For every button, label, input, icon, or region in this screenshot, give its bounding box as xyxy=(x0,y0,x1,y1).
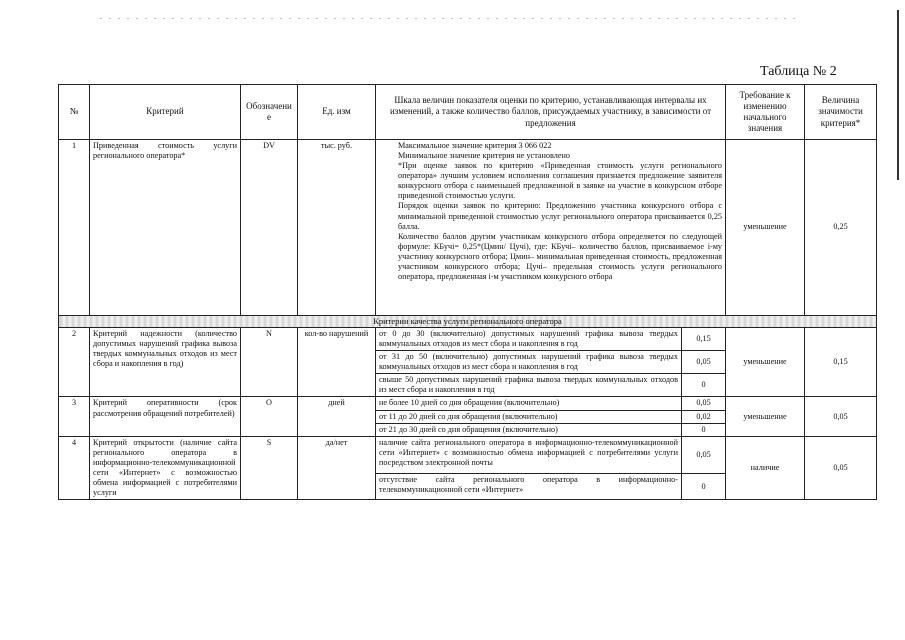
criteria-table xyxy=(58,84,877,500)
desc-line: Порядок оценки заявок по критерию: Предложению участника конкурсного отбора с минимальной приведенной стоимостью услуг регионального оператора присваивается 0,25 балла. xyxy=(398,201,723,231)
desc-line: Максимальное значение критерия 3 066 022 xyxy=(398,141,552,150)
points-cell: 0,05 xyxy=(682,397,726,410)
weight-cell: 0,05 xyxy=(805,397,877,436)
points-cell: 0 xyxy=(682,374,726,397)
requirement-cell: уменьшение xyxy=(726,140,805,316)
row-num: 4 xyxy=(59,436,90,499)
points-cell: 0 xyxy=(682,474,726,500)
criterion-cell: Критерий открытости (наличие сайта регионального оператора в информационно-телекоммуникационной сети «Интернет» с возможностью обмена информацией с потребителями услуги xyxy=(90,436,241,499)
desc-line: Минимальное значение критерия не установлено xyxy=(398,151,570,161)
scale-text: отсутствие сайта регионального оператора в информационно-телекоммуникационной сети «Интернет» xyxy=(376,474,682,500)
header-unit: Ед. изм xyxy=(298,85,376,140)
header-requirement: Требование к изменению начального значения xyxy=(726,85,805,140)
weight-cell: 0,25 xyxy=(805,140,877,316)
designation-cell: S xyxy=(241,436,298,499)
unit-cell: дней xyxy=(298,397,376,436)
header-criterion: Критерий xyxy=(90,85,241,140)
scan-artifact xyxy=(100,18,800,19)
scale-text: свыше 50 допустимых нарушений графика вывоза твердых коммунальных отходов из мест сбора и накопления в год xyxy=(376,374,682,397)
table-row xyxy=(59,328,877,351)
desc-line: Количество баллов другим участникам конкурсного отбора определяется по следующей формуле: КБучi= 0,25*(Цмин/ Цучi), где: КБучi– количество баллов, присваиваемое i-му участнику конкурсного отбора; Цмин– минимальная приведенная стоимость, предложенная участником конкурсного отбора; Цучi– предельная стоимость услуги регионального оператора, предложенная i-м участником конкурсного отбора xyxy=(398,231,723,282)
scale-text: от 21 до 30 дней со дня обращения (включительно) xyxy=(376,423,682,436)
row-num: 1 xyxy=(59,140,90,316)
requirement-cell: наличие xyxy=(726,436,805,499)
row-num: 3 xyxy=(59,397,90,436)
weight-cell: 0,15 xyxy=(805,328,877,397)
header-designation: Обозначени е xyxy=(241,85,298,140)
scale-text: от 0 до 30 (включительно) допустимых нарушений графика вывоза твердых коммунальных отходов из мест сбора и накопления в год xyxy=(376,328,682,351)
points-cell: 0,15 xyxy=(682,328,726,351)
header-weight: Величина значимости критерия* xyxy=(805,85,877,140)
header-row xyxy=(59,85,877,140)
table-row xyxy=(59,140,877,316)
designation-cell: О xyxy=(241,397,298,436)
scale-text: от 11 до 20 дней со дня обращения (включительно) xyxy=(376,410,682,423)
header-num: № xyxy=(59,85,90,140)
points-cell: 0,05 xyxy=(682,351,726,374)
weight-cell: 0,05 xyxy=(805,436,877,499)
criterion-cell: Критерий надежности (количество допустимых нарушений графика вывоза твердых коммунальных отходов из мест сбора и накопления в год) xyxy=(90,328,241,397)
points-cell: 0,05 xyxy=(682,436,726,473)
designation-cell: N xyxy=(241,328,298,397)
unit-cell: кол-во нарушений xyxy=(298,328,376,397)
table-caption: Таблица № 2 xyxy=(760,64,837,79)
table-row xyxy=(59,436,877,473)
scale-text: наличие сайта регионального оператора в информационно-телекоммуникационной сети «Интернет» с возможностью обмена информацией с потребителями услуги посредством электронной почты xyxy=(376,436,682,473)
section-title: Критерии качества услуги регионального оператора xyxy=(59,316,877,328)
scale-text: не более 10 дней со дня обращения (включительно) xyxy=(376,397,682,410)
scale-text: от 31 до 50 (включительно) допустимых нарушений графика вывоза твердых коммунальных отходов из мест сбора и накопления в год xyxy=(376,351,682,374)
header-scale: Шкала величин показателя оценки по критерию, устанавливающая интервалы их изменений, а также количество баллов, присуждаемых участнику, в зависимости от предложения xyxy=(376,85,726,140)
page-edge xyxy=(897,10,899,180)
points-cell: 0,02 xyxy=(682,410,726,423)
requirement-cell: уменьшение xyxy=(726,328,805,397)
table-row xyxy=(59,397,877,410)
designation-cell: DV xyxy=(241,140,298,316)
row-num: 2 xyxy=(59,328,90,397)
unit-cell: да/нет xyxy=(298,436,376,499)
criterion-cell: Приведенная стоимость услуги регионального оператора* xyxy=(90,140,241,316)
requirement-cell: уменьшение xyxy=(726,397,805,436)
unit-cell: тыс. руб. xyxy=(298,140,376,316)
criterion-cell: Критерий оперативности (срок рассмотрения обращений потребителей) xyxy=(90,397,241,436)
scale-description xyxy=(376,140,726,316)
points-cell: 0 xyxy=(682,423,726,436)
desc-line: *При оценке заявок по критерию «Приведенная стоимость услуги регионального оператора» лучшим условием исполнения соглашения признается предложение заявителя конкурсного отбора с наименьшей предложенной в заявке на участие в конкурсном отборе приведенной стоимостью услуги. xyxy=(398,161,723,201)
section-row xyxy=(59,316,877,328)
